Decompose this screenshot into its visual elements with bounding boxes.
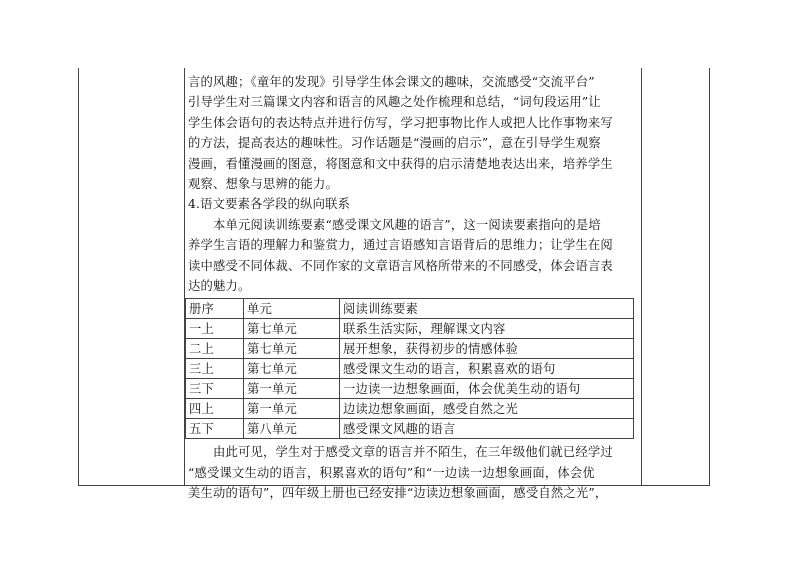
header-unit: 单元: [244, 299, 340, 319]
document-content: [188, 72, 638, 504]
paragraph-intro: [188, 215, 638, 297]
cell-element: 展开想象，获得初步的情感体验: [340, 339, 634, 359]
cell-volume: 五下: [186, 419, 244, 439]
text-line: 养学生言语的理解力和鉴赏力，通过言语感知言语背后的思维力；让学生在阅: [188, 238, 613, 253]
text-line: 言的风趣；《童年的发现》引导学生体会课文的趣味，交流感受“交流平台”: [188, 75, 595, 89]
text-line: 的方法，提高表达的趣味性。习作话题是“漫画的启示”，意在引导学生观察: [188, 136, 601, 151]
text-line: 学生体会语句的表达特点并进行仿写，学习把事物比作人或把人比作事物来写: [188, 115, 613, 130]
table-row: [186, 419, 634, 439]
text-line: 由此可见，学生对于感受文章的语言并不陌生，在三年级他们就已经学过: [213, 445, 613, 460]
section-heading: 4.语文要素各学段的纵向联系: [188, 197, 351, 212]
table-row: [186, 379, 634, 399]
table-row: [186, 319, 634, 339]
text-line: 读中感受不同体裁、不同作家的文章语言风格所带来的不同感受，体会语言表: [188, 258, 613, 273]
cell-unit: 第一单元: [244, 399, 340, 419]
table-row: [186, 359, 634, 379]
cell-unit: 第七单元: [244, 339, 340, 359]
header-volume: 册序: [186, 299, 244, 319]
text-line: 引导学生对三篇课文内容和语言的风趣之处作梳理和总结，“词句段运用”让: [188, 95, 601, 110]
paragraph-top: [188, 72, 638, 194]
cell-volume: 三上: [186, 359, 244, 379]
cell-volume: 二上: [186, 339, 244, 359]
text-line: 漫画，看懂漫画的图意，将图意和文中获得的启示清楚地表达出来，培养学生: [188, 156, 613, 171]
cell-element: 感受课文生动的语言，积累喜欢的语句: [340, 359, 634, 379]
reading-elements-table: [185, 298, 634, 439]
cell-element: 一边读一边想象画面，体会优美生动的语句: [340, 379, 634, 399]
table-row: [186, 399, 634, 419]
text-line: 达的魅力。: [188, 279, 251, 294]
cell-volume: 四上: [186, 399, 244, 419]
cell-element: 边读边想象画面，感受自然之光: [340, 399, 634, 419]
column-divider-right: [641, 68, 642, 485]
cell-volume: 一上: [186, 319, 244, 339]
paragraph-closing: [188, 442, 638, 503]
cell-element: 联系生活实际，理解课文内容: [340, 319, 634, 339]
text-line: 美生动的语句”，四年级上册也已经安排“边读边想象画面，感受自然之光”，: [188, 486, 608, 501]
text-line: “感受课文生动的语言，积累喜欢的语句”和“一边读一边想象画面，体会优: [188, 465, 595, 480]
cell-unit: 第一单元: [244, 379, 340, 399]
text-line: 本单元阅读训练要素“感受课文风趣的语言”，这一阅读要素指向的是培: [213, 217, 601, 232]
table-row: [186, 339, 634, 359]
text-line: 观察、想象与思辨的能力。: [188, 177, 338, 192]
cell-unit: 第七单元: [244, 359, 340, 379]
cell-unit: 第七单元: [244, 319, 340, 339]
table-header-row: [186, 299, 634, 319]
cell-unit: 第八单元: [244, 419, 340, 439]
cell-element: 感受课文风趣的语言: [340, 419, 634, 439]
cell-volume: 三下: [186, 379, 244, 399]
header-element: 阅读训练要素: [340, 299, 634, 319]
